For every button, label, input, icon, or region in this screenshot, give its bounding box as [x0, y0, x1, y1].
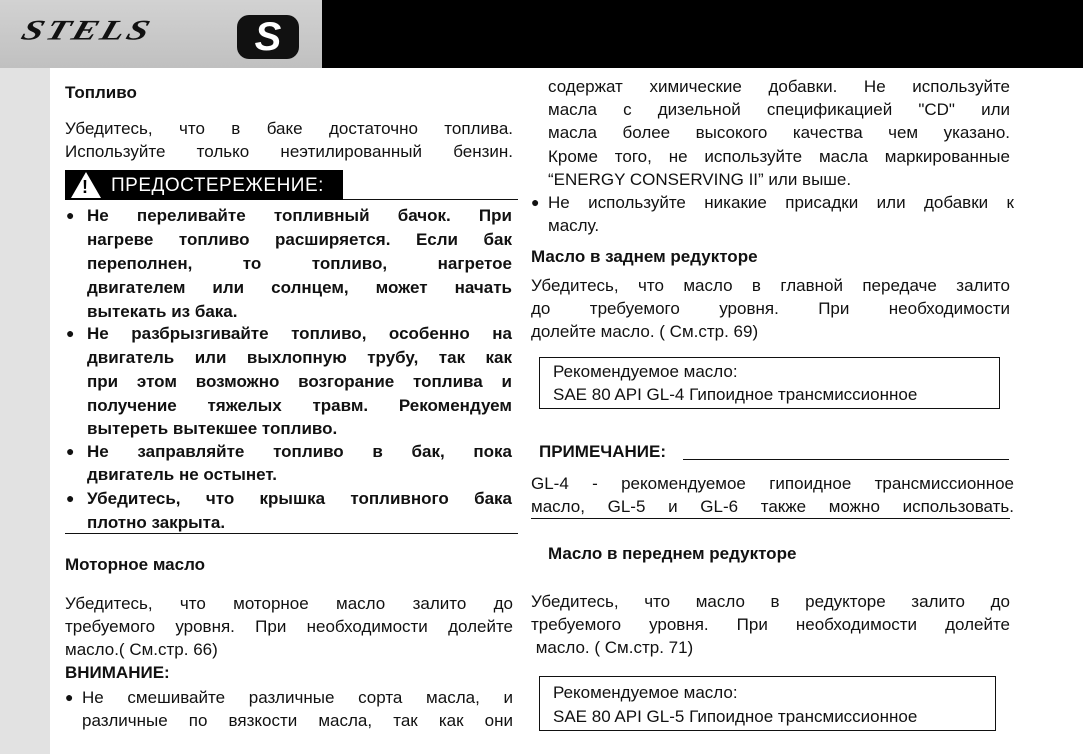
oil-text-line: масла с дизельной спецификацией "CD" или	[548, 100, 1010, 119]
rear-gear-text-line: до требуемого уровня. При необходимости	[531, 299, 1010, 318]
recommended-oil-label: Рекомендуемое масло:	[553, 362, 738, 381]
rear-gear-heading: Масло в заднем редукторе	[531, 247, 758, 266]
warning-line: получение тяжелых травм. Рекомендуем	[87, 396, 512, 415]
bullet-icon: ●	[66, 443, 75, 459]
warning-line: Не заправляйте топливо в бак, пока	[87, 442, 512, 461]
warning-line: плотно закрыта.	[87, 513, 226, 532]
rear-gear-text-line: долейте масло. ( См.стр. 69)	[531, 322, 759, 341]
fuel-heading: Топливо	[65, 83, 137, 102]
attention-label: ВНИМАНИЕ:	[65, 663, 170, 682]
attention-line: различные по вязкости масла, так как они	[82, 711, 513, 730]
bullet-icon: ●	[531, 194, 540, 210]
fuel-text-line: Используйте только неэтилированный бензин.	[65, 142, 513, 161]
recommended-oil-value: SAE 80 API GL-5 Гипоидное трансмиссионное	[553, 707, 918, 726]
warning-line: вытекать из бака.	[87, 302, 238, 321]
warning-line: при этом возможно возгорание топлива и	[87, 372, 512, 391]
recommended-oil-value: SAE 80 API GL-4 Гипоидное трансмиссионное	[553, 385, 918, 404]
oil-text-line: Не используйте никакие присадки или добавки к	[548, 193, 1014, 212]
engine-oil-text-line: Убедитесь, что моторное масло залито до	[65, 594, 513, 613]
bullet-icon: ●	[66, 207, 75, 223]
warning-line: Не разбрызгивайте топливо, особенно на	[87, 324, 512, 343]
oil-text-line: Кроме того, не используйте масла маркированные	[548, 147, 1010, 166]
fuel-text-line: Убедитесь, что в баке достаточно топлива.	[65, 119, 513, 138]
rear-gear-text-line: Убедитесь, что масло в главной передаче залито	[531, 276, 1010, 295]
front-gear-heading: Масло в переднем редукторе	[548, 544, 797, 563]
logo-wordmark: STELS	[17, 14, 157, 47]
note-rule	[683, 459, 1009, 460]
front-gear-text-line: требуемого уровня. При необходимости долейте	[531, 615, 1010, 634]
oil-text-line: содержат химические добавки. Не используйте	[548, 77, 1010, 96]
recommended-oil-box	[539, 676, 996, 731]
warning-line: двигателем или солнцем, может начать	[87, 278, 512, 297]
brand-logo	[0, 0, 322, 68]
bullet-icon: ●	[66, 490, 75, 506]
engine-oil-text-line: масло.( См.стр. 66)	[65, 640, 218, 659]
oil-text-line: масла более высокого качества чем указано.	[548, 123, 1010, 142]
warning-line: Убедитесь, что крышка топливного бака	[87, 489, 512, 508]
warning-label: ПРЕДОСТЕРЕЖЕНИЕ:	[111, 175, 324, 196]
note-text-line: масло, GL-5 и GL-6 также можно использовать.	[531, 497, 1014, 516]
front-gear-text-line: Убедитесь, что масло в редукторе залито до	[531, 592, 1010, 611]
warning-line: нагреве топливо расширяется. Если бак	[87, 230, 512, 249]
recommended-oil-label: Рекомендуемое масло:	[553, 683, 738, 702]
warning-line: переполнен, то топливо, нагретое	[87, 254, 512, 273]
exclamation-icon: !	[82, 177, 88, 197]
recommended-oil-box	[539, 357, 1000, 409]
engine-oil-heading: Моторное масло	[65, 555, 206, 574]
page-header	[0, 0, 1083, 68]
warning-end-rule	[65, 533, 518, 534]
warning-line: Не переливайте топливный бачок. При	[87, 206, 512, 225]
warning-line: двигатель не остынет.	[87, 465, 277, 484]
warning-line: двигатель или выхлопную трубу, так как	[87, 348, 512, 367]
warning-line: вытереть вытекшее топливо.	[87, 419, 338, 438]
bullet-icon: ●	[65, 689, 74, 705]
oil-text-line: “ENERGY CONSERVING II” или выше.	[548, 170, 852, 189]
page-margin-strip	[0, 68, 50, 754]
oil-text-line: маслу.	[548, 216, 600, 235]
warning-rule	[343, 199, 518, 200]
engine-oil-text-line: требуемого уровня. При необходимости долейте	[65, 617, 513, 636]
note-text-line: GL-4 - рекомендуемое гипоидное трансмиссионное	[531, 474, 1014, 493]
note-end-rule	[531, 518, 1010, 519]
logo-badge-icon: S	[237, 15, 299, 59]
front-gear-text-line: масло. ( См.стр. 71)	[531, 638, 694, 657]
bullet-icon: ●	[66, 325, 75, 341]
attention-line: Не смешивайте различные сорта масла, и	[82, 688, 513, 707]
note-label: ПРИМЕЧАНИЕ:	[539, 442, 666, 461]
warning-banner	[65, 170, 343, 200]
